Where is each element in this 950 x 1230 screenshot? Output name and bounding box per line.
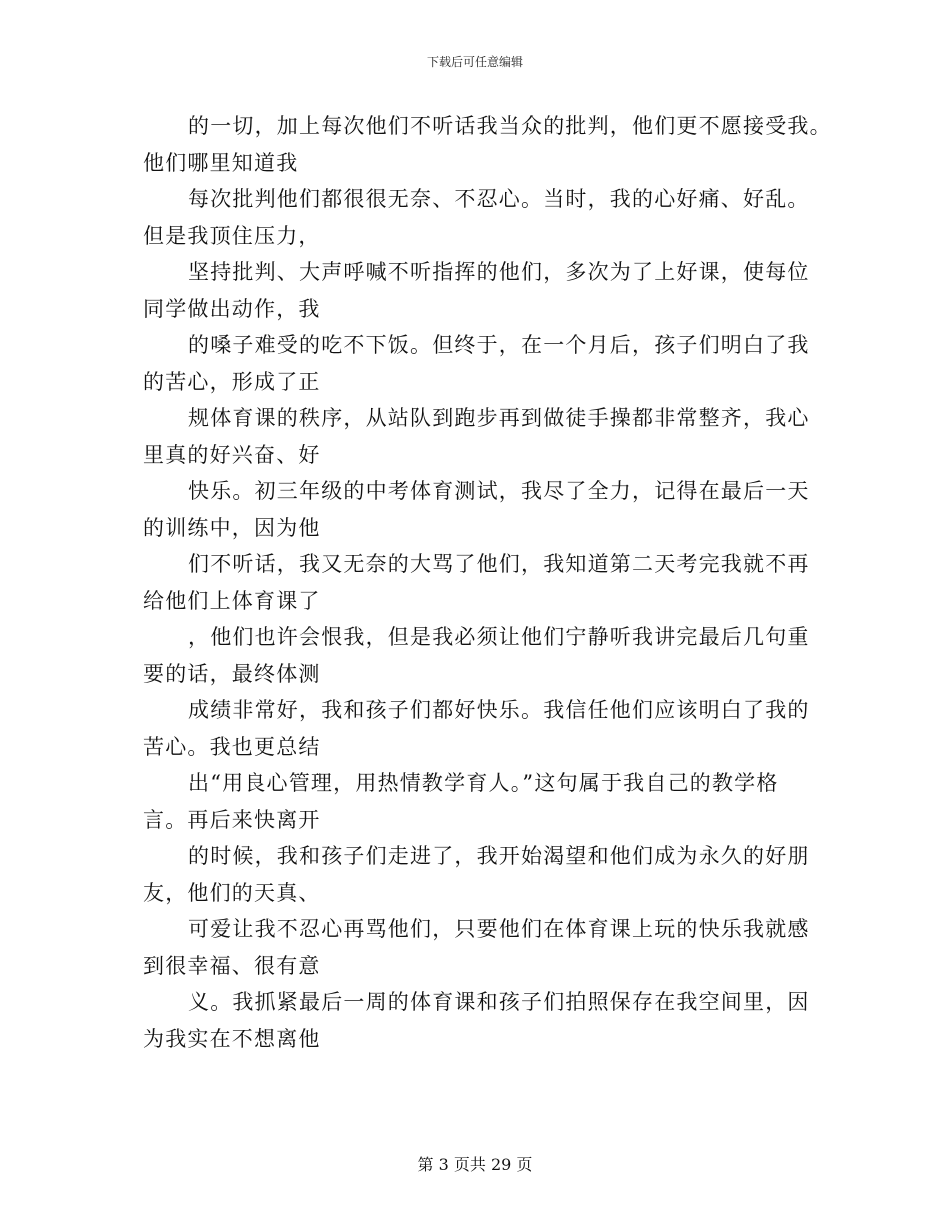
paragraph-line: 的一切，加上每次他们不听话我当众的批判，他们更不愿接受我。 <box>188 114 832 138</box>
paragraph-line: 成绩非常好，我和孩子们都好快乐。我信任他们应该明白了我的 <box>188 698 810 722</box>
paragraph-line: 苦心。我也更总结 <box>143 734 321 759</box>
paragraph-line: 的嗓子难受的吃不下饭。但终于，在一个月后，孩子们明白了我 <box>188 333 810 357</box>
paragraph <box>143 765 808 838</box>
paragraph-line: 他们哪里知道我 <box>143 150 299 175</box>
paragraph-line: 友，他们的天真、 <box>143 880 321 905</box>
paragraph-line: 每次批判他们都很很无奈、不忍心。当时，我的心好痛、好乱。 <box>188 187 810 211</box>
paragraph <box>143 546 808 619</box>
paragraph-line: 出“用良心管理，用热情教学育人。”这句属于我自己的教学格 <box>188 771 779 795</box>
paragraph <box>143 619 808 692</box>
paragraph-line: 给他们上体育课了 <box>143 588 321 613</box>
paragraph-line: 可爱让我不忍心再骂他们，只要他们在体育课上玩的快乐我就感 <box>188 917 810 941</box>
paragraph <box>143 108 832 181</box>
paragraph-line: 要的话，最终体测 <box>143 661 321 686</box>
paragraph <box>143 911 808 984</box>
paragraph-line: 言。再后来快离开 <box>143 807 321 832</box>
paragraph <box>143 400 808 473</box>
page-header: 下载后可任意编辑 <box>426 55 523 69</box>
paragraph-line: 们不听话，我又无奈的大骂了他们，我知道第二天考完我就不再 <box>188 552 810 576</box>
paragraph <box>143 181 808 254</box>
paragraph-line: 的苦心，形成了正 <box>143 369 321 394</box>
paragraph-line: 规体育课的秩序，从站队到跑步再到做徒手操都非常整齐，我心 <box>188 406 810 430</box>
paragraph-line: 快乐。初三年级的中考体育测试，我尽了全力，记得在最后一天 <box>188 479 810 503</box>
paragraph-line: ，他们也许会恨我，但是我必须让他们宁静听我讲完最后几句重 <box>188 625 810 649</box>
body-text <box>143 108 832 1057</box>
paragraph-line: 到很幸福、很有意 <box>143 953 321 978</box>
paragraph-line: 同学做出动作，我 <box>143 296 321 321</box>
paragraph-line: 义。我抓紧最后一周的体育课和孩子们拍照保存在我空间里，因 <box>188 990 810 1014</box>
paragraph <box>143 327 808 400</box>
paragraph-line: 的时候，我和孩子们走进了，我开始渴望和他们成为永久的好朋 <box>188 844 810 868</box>
paragraph-line: 为我实在不想离他 <box>143 1026 321 1051</box>
paragraph <box>143 692 808 765</box>
paragraph <box>143 984 808 1057</box>
paragraph-line: 但是我顶住压力， <box>143 223 321 248</box>
paragraph <box>143 838 808 911</box>
page-number: 第 3 页共 29 页 <box>417 1155 533 1174</box>
paragraph <box>143 254 808 327</box>
paragraph-line: 里真的好兴奋、好 <box>143 442 321 467</box>
paragraph <box>143 473 808 546</box>
paragraph-line: 坚持批判、大声呼喊不听指挥的他们，多次为了上好课，使每位 <box>188 260 810 284</box>
paragraph-line: 的训练中，因为他 <box>143 515 321 540</box>
